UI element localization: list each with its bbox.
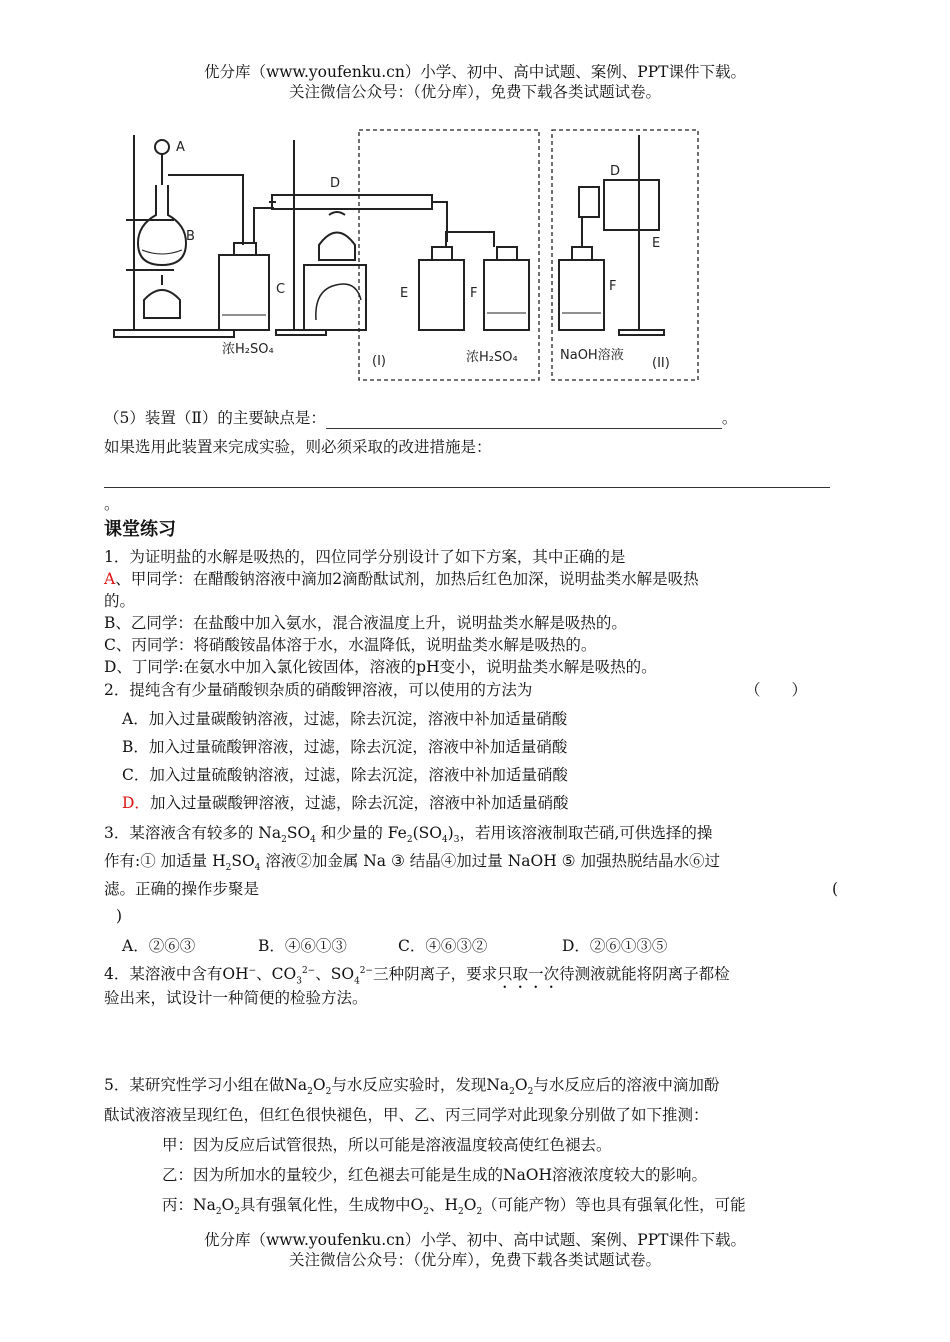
label-E-right: E xyxy=(652,236,661,251)
label-F: F xyxy=(470,286,478,301)
header-line-2: 关注微信公众号：（优分库），免费下载各类试题试卷。 xyxy=(288,83,661,101)
q5b-line-1: 5．某研究性学习小组在做$Na_2O_2$与水反应实验时，发现$Na_2O_2$与水反应后的溶液中滴加酚 xyxy=(104,1076,720,1098)
q3-option-c: C．④⑥③② xyxy=(398,937,488,955)
q3-paren-close: ) xyxy=(116,907,123,925)
q3-paren-open: ( xyxy=(832,880,839,898)
q3-option-a: A．②⑥③ xyxy=(122,937,196,955)
q4-line-1: 4．某溶液中含有OH−、$CO_3^{2-}$、$SO_4^{2-}$三种阴离子，要求只取一次待测液就能将阴离子都检 xyxy=(104,965,730,987)
q1-stem: 1．为证明盐的水解是吸热的，四位同学分别设计了如下方案，其中正确的是 xyxy=(104,548,626,566)
q1-option-c: C、丙同学：将硝酸铵晶体溶于水，水温降低，说明盐类水解是吸热的。 xyxy=(104,636,597,654)
q1-option-d: D、丁同学:在氨水中加入氯化铵固体，溶液的pH变小，说明盐类水解是吸热的。 xyxy=(104,658,657,676)
q3-line-2: 作有:① 加适量 $H_2SO_4$ 溶液②加金属 Na ③ 结晶④加过量 NaOH ⑤ 加强热脱结晶水⑥过 xyxy=(104,852,721,874)
header-line-1: 优分库（www.youfenku.cn）小学、初中、高中试题、案例、PPT课件下载。 xyxy=(203,63,747,81)
caption-group-1: (I) xyxy=(372,354,386,369)
caption-naoh: NaOH溶液 xyxy=(560,348,624,363)
q5b-yi: 乙：因为所加水的量较少，红色褪去可能是生成的NaOH溶液浓度较大的影响。 xyxy=(162,1166,708,1184)
q5-blank-2[interactable] xyxy=(104,465,830,488)
footer-line-1: 优分库（www.youfenku.cn）小学、初中、高中试题、案例、PPT课件下载。 xyxy=(203,1231,747,1249)
footer-line-2: 关注微信公众号：（优分库），免费下载各类试题试卷。 xyxy=(288,1251,661,1269)
q1-option-b: B、乙同学：在盐酸中加入氨水，混合液温度上升，说明盐类水解是吸热的。 xyxy=(104,614,627,632)
section-title: 课堂练习 xyxy=(104,519,176,540)
q3-line-3: 滤。正确的操作步聚是 xyxy=(104,880,260,898)
label-C: C xyxy=(276,282,286,297)
q3-option-d: D．②⑥①③⑤ xyxy=(562,937,668,955)
q5b-line-2: 酞试液溶液呈现红色，但红色很快褪色，甲、乙、丙三同学对此现象分别做了如下推测： xyxy=(104,1106,709,1124)
q2-option-a: A．加入过量碳酸钠溶液，过滤，除去沉淀，溶液中补加适量硝酸 xyxy=(122,710,568,728)
q5b-bing: 丙：$Na_2O_2$具有强氧化性，生成物中$O_2$、$H_2O_2$（可能产物）等也具有强氧化性，可能 xyxy=(162,1196,746,1218)
q1-option-a: A、甲同学：在醋酸钠溶液中滴加2滴酚酞试剂，加热后红色加深，说明盐类水解是吸热 xyxy=(104,570,699,588)
q3-line-1: 3．某溶液含有较多的 $Na_2SO_4$ 和少量的 $Fe_2(SO_4)_3$，若用该溶液制取芒硝,可供选择的操 xyxy=(104,824,713,846)
apparatus-diagram xyxy=(104,125,704,385)
q3-option-b: B．④⑥①③ xyxy=(258,937,347,955)
caption-h2so4-2: 浓H₂SO₄ xyxy=(466,350,518,365)
q1-option-a-cont: 的。 xyxy=(104,592,136,610)
label-B: B xyxy=(186,229,195,244)
q2-option-b: B．加入过量硫酸钾溶液，过滤，除去沉淀，溶液中补加适量硝酸 xyxy=(122,738,568,756)
label-D: D xyxy=(330,176,341,191)
q4-line-2: 验出来，试设计一种简便的检验方法。 xyxy=(104,989,368,1007)
q2-stem: 2．提纯含有少量硝酸钡杂质的硝酸钾溶液，可以使用的方法为 xyxy=(104,681,533,699)
label-E: E xyxy=(400,286,409,301)
label-F-right: F xyxy=(609,279,617,294)
q5b-jia: 甲：因为反应后试管很热，所以可能是溶液温度较高使红色褪去。 xyxy=(162,1136,612,1154)
q2-option-c: C．加入过量硫酸钠溶液，过滤，除去沉淀，溶液中补加适量硝酸 xyxy=(122,766,568,784)
q2-paren: （ ） xyxy=(745,681,808,699)
q5-line-3 xyxy=(104,465,830,488)
q5-line-3-end: 。 xyxy=(104,495,120,513)
caption-h2so4-1: 浓H₂SO₄ xyxy=(222,342,274,357)
q2-option-d: D．加入过量碳酸钾溶液，过滤，除去沉淀，溶液中补加适量硝酸 xyxy=(122,794,569,812)
q5-line-1: （5）装置（Ⅱ）的主要缺点是： 。 xyxy=(104,406,737,429)
q5-blank-1[interactable] xyxy=(326,406,722,429)
caption-group-2: (II) xyxy=(652,356,670,371)
label-D-right: D xyxy=(610,164,621,179)
q4-emphasis: 只取一次 xyxy=(497,965,560,984)
label-A: A xyxy=(176,140,185,155)
q5-line-2: 如果选用此装置来完成实验，则必须采取的改进措施是： xyxy=(104,438,492,456)
